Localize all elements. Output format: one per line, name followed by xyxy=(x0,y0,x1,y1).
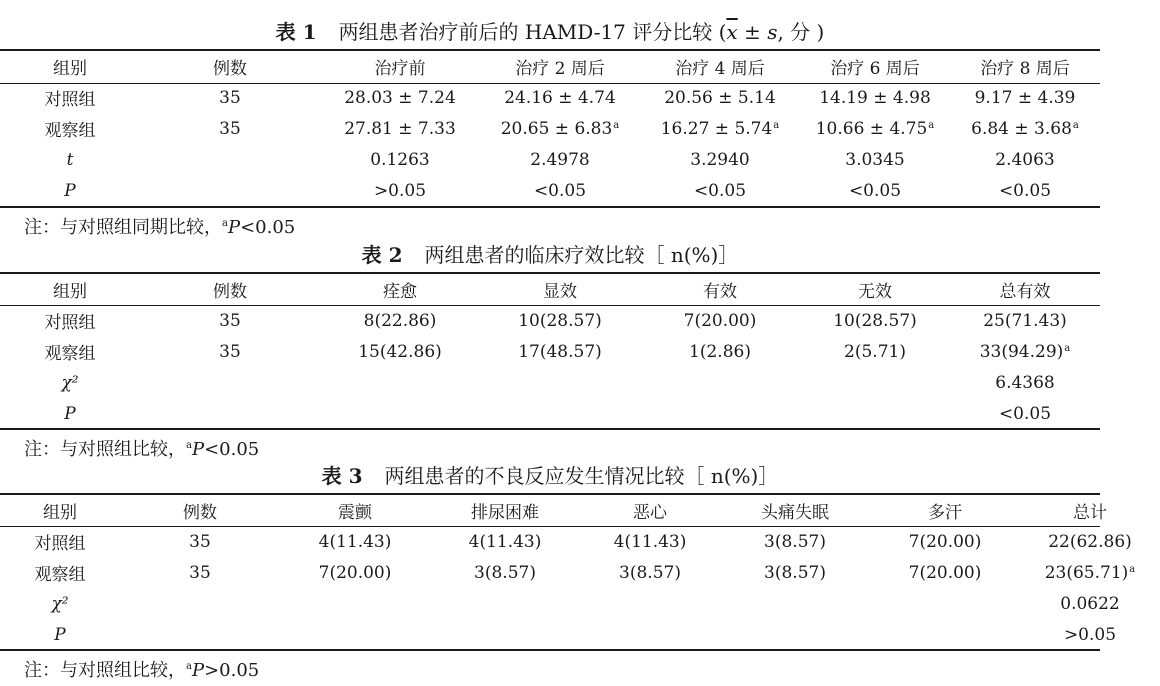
cell-value: 35 xyxy=(219,118,241,139)
table3-bottom-rule xyxy=(0,649,1100,651)
cell-value: χ² xyxy=(51,593,69,614)
cell-value: 观察组 xyxy=(44,344,96,364)
table-cell xyxy=(140,113,320,144)
table-cell xyxy=(950,336,1100,367)
cell-value: 35 xyxy=(219,310,241,331)
table3-label: 表 3 xyxy=(321,464,363,488)
table-row xyxy=(0,588,1160,619)
cell-value: 24.16 ± 4.74 xyxy=(504,87,616,108)
table-cell xyxy=(870,557,1020,588)
table-cell xyxy=(480,175,640,206)
column-header: 排尿困难 xyxy=(471,503,539,523)
table1-header-row xyxy=(0,51,1100,82)
table-cell xyxy=(950,82,1100,113)
cell-value: >0.05 xyxy=(373,180,427,201)
cell-value: 7(20.00) xyxy=(908,531,982,552)
cell-value: 8(22.86) xyxy=(363,310,437,331)
table1-note-tail: <0.05 xyxy=(240,217,296,238)
table1-note xyxy=(24,212,295,240)
table-cell xyxy=(480,305,640,336)
table-cell xyxy=(950,398,1100,429)
table-cell xyxy=(640,305,800,336)
cell-value: 对照组 xyxy=(34,534,86,554)
cell-value: 0.1263 xyxy=(370,149,430,170)
table-row xyxy=(0,557,1160,588)
table-cell xyxy=(950,367,1100,398)
cell-value: 35 xyxy=(189,531,211,552)
table-cell xyxy=(800,367,950,398)
table-cell xyxy=(640,82,800,113)
cell-value: P xyxy=(54,624,66,645)
column-header: 例数 xyxy=(213,282,247,302)
table3 xyxy=(0,495,1160,650)
cell-value: <0.05 xyxy=(998,403,1052,424)
table2 xyxy=(0,274,1100,429)
table-cell xyxy=(480,367,640,398)
cell-value: 3.2940 xyxy=(690,149,750,170)
significance-mark: a xyxy=(928,119,935,131)
table-cell xyxy=(280,619,430,650)
cell-value: <0.05 xyxy=(533,180,587,201)
column-header: 组别 xyxy=(43,503,77,523)
cell-value: 16.27 ± 5.74 xyxy=(660,118,773,139)
cell-value: 4(11.43) xyxy=(468,531,542,552)
row-label-cell xyxy=(0,336,140,367)
table-cell xyxy=(720,619,870,650)
table3-header-rule xyxy=(0,526,1100,527)
table-cell xyxy=(640,113,800,144)
table-cell xyxy=(720,526,870,557)
table1 xyxy=(0,51,1100,206)
table-cell xyxy=(870,588,1020,619)
table-cell xyxy=(140,82,320,113)
table-cell xyxy=(320,367,480,398)
cell-value: χ² xyxy=(61,372,79,393)
column-header: 治疗 2 周后 xyxy=(515,59,605,79)
row-label-cell xyxy=(0,367,140,398)
cell-value: 20.65 ± 6.83 xyxy=(500,118,613,139)
column-header: 例数 xyxy=(213,59,247,79)
significance-mark: a xyxy=(1129,563,1136,575)
table3-header-row xyxy=(0,495,1160,526)
table-row xyxy=(0,619,1160,650)
table-cell xyxy=(320,175,480,206)
cell-value: 6.4368 xyxy=(995,372,1055,393)
cell-value: t xyxy=(66,149,74,170)
table-cell xyxy=(950,175,1100,206)
table1-label: 表 1 xyxy=(275,20,317,44)
row-label-cell xyxy=(0,619,120,650)
cell-value: P xyxy=(64,403,76,424)
cell-value: 1(2.86) xyxy=(689,341,751,362)
significance-mark: a xyxy=(613,119,620,131)
cell-value: 35 xyxy=(219,87,241,108)
table1-note-mark: a xyxy=(222,218,228,229)
table-cell xyxy=(800,113,950,144)
table-cell xyxy=(1020,557,1160,588)
column-header: 治疗 8 周后 xyxy=(980,59,1070,79)
table-cell xyxy=(430,557,580,588)
cell-value: 25(71.43) xyxy=(983,310,1067,331)
table3-note-mark: a xyxy=(186,661,192,672)
table2-note-p: P xyxy=(191,439,205,460)
significance-mark: a xyxy=(1072,119,1079,131)
table-cell xyxy=(640,398,800,429)
cell-value: 对照组 xyxy=(44,313,96,333)
table3-note xyxy=(24,655,259,683)
cell-value: 3(8.57) xyxy=(764,562,826,583)
column-header: 组别 xyxy=(53,282,87,302)
column-header: 无效 xyxy=(858,282,892,302)
table-cell xyxy=(120,619,280,650)
table-cell xyxy=(580,619,720,650)
table-cell xyxy=(800,175,950,206)
table-cell xyxy=(580,557,720,588)
row-label-cell xyxy=(0,526,120,557)
table1-title-end: , 分 ) xyxy=(777,20,825,44)
cell-value: <0.05 xyxy=(998,180,1052,201)
table-cell xyxy=(320,144,480,175)
column-header: 头痛失眠 xyxy=(761,503,829,523)
cell-value: 3(8.57) xyxy=(474,562,536,583)
table-cell xyxy=(580,526,720,557)
table-cell xyxy=(480,398,640,429)
table-row xyxy=(0,367,1100,398)
table3-note-prefix: 注：与对照组比较， xyxy=(24,660,186,681)
table-cell xyxy=(480,82,640,113)
table2-note-tail: <0.05 xyxy=(204,439,260,460)
table2-label: 表 2 xyxy=(361,243,403,267)
table-row xyxy=(0,175,1100,206)
cell-value: 10(28.57) xyxy=(518,310,602,331)
table3-title: 两组患者的不良反应发生情况比较［ n(%)］ xyxy=(384,464,779,488)
row-label-cell xyxy=(0,175,140,206)
table-cell xyxy=(800,305,950,336)
table-cell xyxy=(140,175,320,206)
cell-value: 对照组 xyxy=(44,90,96,110)
column-header: 治疗前 xyxy=(374,59,426,79)
row-label-cell xyxy=(0,144,140,175)
table1-note-p: P xyxy=(227,217,241,238)
table-cell xyxy=(120,526,280,557)
cell-value: 22(62.86) xyxy=(1048,531,1132,552)
cell-value: 10(28.57) xyxy=(833,310,917,331)
table-cell xyxy=(720,557,870,588)
cell-value: 3.0345 xyxy=(845,149,905,170)
table-cell xyxy=(800,82,950,113)
table-row xyxy=(0,398,1100,429)
column-header: 多汗 xyxy=(928,503,962,523)
significance-mark: a xyxy=(773,119,780,131)
cell-value: 35 xyxy=(189,562,211,583)
column-header: 震颤 xyxy=(338,503,372,523)
table-cell xyxy=(140,305,320,336)
table1-title: 两组患者治疗前后的 HAMD-17 评分比较 ( xyxy=(338,20,727,44)
table2-note-mark: a xyxy=(186,440,192,451)
table2-caption xyxy=(0,241,1100,269)
table1-header-rule xyxy=(0,83,1100,84)
table-cell xyxy=(720,588,870,619)
cell-value: 33(94.29) xyxy=(979,341,1064,362)
cell-value: 2.4978 xyxy=(530,149,590,170)
table-cell xyxy=(320,398,480,429)
table-cell xyxy=(640,336,800,367)
table-cell xyxy=(640,175,800,206)
table-row xyxy=(0,113,1100,144)
table-cell xyxy=(870,526,1020,557)
cell-value: 4(11.43) xyxy=(318,531,392,552)
table-cell xyxy=(800,336,950,367)
table1-title-s: s xyxy=(767,20,778,44)
table-cell xyxy=(950,144,1100,175)
table-cell xyxy=(140,367,320,398)
row-label-cell xyxy=(0,113,140,144)
cell-value: 14.19 ± 4.98 xyxy=(819,87,931,108)
table-cell xyxy=(950,113,1100,144)
table3-note-p: P xyxy=(191,660,205,681)
table2-bottom-rule xyxy=(0,428,1100,430)
column-header: 有效 xyxy=(703,282,737,302)
table1-bottom-rule xyxy=(0,206,1100,208)
cell-value: 7(20.00) xyxy=(683,310,757,331)
table-cell xyxy=(280,557,430,588)
table-cell xyxy=(480,336,640,367)
significance-mark: a xyxy=(1064,342,1071,354)
table-cell xyxy=(800,144,950,175)
table3-note-tail: >0.05 xyxy=(204,660,260,681)
table-cell xyxy=(430,526,580,557)
cell-value: <0.05 xyxy=(848,180,902,201)
table-cell xyxy=(120,588,280,619)
table-row xyxy=(0,82,1100,113)
table-cell xyxy=(1020,526,1160,557)
table-cell xyxy=(580,588,720,619)
table1-title-pm: ± xyxy=(737,20,768,44)
table2-header-row xyxy=(0,274,1100,305)
table-row xyxy=(0,144,1100,175)
cell-value: 20.56 ± 5.14 xyxy=(664,87,776,108)
cell-value: 4(11.43) xyxy=(613,531,687,552)
cell-value: 观察组 xyxy=(34,565,86,585)
table-cell xyxy=(280,588,430,619)
table-cell xyxy=(1020,619,1160,650)
table-cell xyxy=(140,398,320,429)
cell-value: 3(8.57) xyxy=(619,562,681,583)
row-label-cell xyxy=(0,557,120,588)
table2-note-prefix: 注：与对照组比较， xyxy=(24,439,186,460)
cell-value: 27.81 ± 7.33 xyxy=(344,118,456,139)
column-header: 组别 xyxy=(53,59,87,79)
column-header: 治疗 6 周后 xyxy=(830,59,920,79)
cell-value: 9.17 ± 4.39 xyxy=(974,87,1076,108)
table-cell xyxy=(140,336,320,367)
table-cell xyxy=(320,113,480,144)
table-cell xyxy=(140,144,320,175)
table-row xyxy=(0,336,1100,367)
table3-caption xyxy=(0,462,1100,490)
table-cell xyxy=(280,526,430,557)
cell-value: 15(42.86) xyxy=(358,341,442,362)
table-cell xyxy=(120,557,280,588)
table2-note xyxy=(24,434,259,462)
cell-value: 2(5.71) xyxy=(844,341,906,362)
column-header: 恶心 xyxy=(633,503,667,523)
table-cell xyxy=(950,305,1100,336)
table2-title: 两组患者的临床疗效比较［ n(%)］ xyxy=(424,243,739,267)
cell-value: 7(20.00) xyxy=(908,562,982,583)
table-cell xyxy=(320,82,480,113)
cell-value: 10.66 ± 4.75 xyxy=(815,118,928,139)
table-cell xyxy=(430,588,580,619)
table-cell xyxy=(870,619,1020,650)
table2-header-rule xyxy=(0,305,1100,306)
table-cell xyxy=(640,367,800,398)
table-cell xyxy=(480,113,640,144)
column-header: 总计 xyxy=(1073,503,1107,523)
table-cell xyxy=(320,336,480,367)
column-header: 治疗 4 周后 xyxy=(675,59,765,79)
table-cell xyxy=(800,398,950,429)
column-header: 例数 xyxy=(183,503,217,523)
row-label-cell xyxy=(0,305,140,336)
column-header: 显效 xyxy=(543,282,577,302)
cell-value: P xyxy=(64,180,76,201)
cell-value: 观察组 xyxy=(44,121,96,141)
cell-value: 35 xyxy=(219,341,241,362)
cell-value: 7(20.00) xyxy=(318,562,392,583)
cell-value: >0.05 xyxy=(1063,624,1117,645)
row-label-cell xyxy=(0,588,120,619)
cell-value: 0.0622 xyxy=(1060,593,1120,614)
column-header: 总有效 xyxy=(999,282,1051,302)
table-row xyxy=(0,305,1100,336)
table-row xyxy=(0,526,1160,557)
row-label-cell xyxy=(0,82,140,113)
table1-caption xyxy=(0,18,1100,46)
table1-title-mean: $\overline{x}$ xyxy=(726,20,738,44)
table-cell xyxy=(430,619,580,650)
cell-value: 3(8.57) xyxy=(764,531,826,552)
row-label-cell xyxy=(0,398,140,429)
cell-value: <0.05 xyxy=(693,180,747,201)
cell-value: 2.4063 xyxy=(995,149,1055,170)
cell-value: 17(48.57) xyxy=(518,341,602,362)
table-cell xyxy=(480,144,640,175)
column-header: 痊愈 xyxy=(383,282,417,302)
cell-value: 28.03 ± 7.24 xyxy=(344,87,456,108)
table-cell xyxy=(1020,588,1160,619)
table1-note-prefix: 注：与对照组同期比较， xyxy=(24,217,222,238)
table-cell xyxy=(640,144,800,175)
cell-value: 6.84 ± 3.68 xyxy=(971,118,1072,139)
table-cell xyxy=(320,305,480,336)
cell-value: 23(65.71) xyxy=(1044,562,1129,583)
